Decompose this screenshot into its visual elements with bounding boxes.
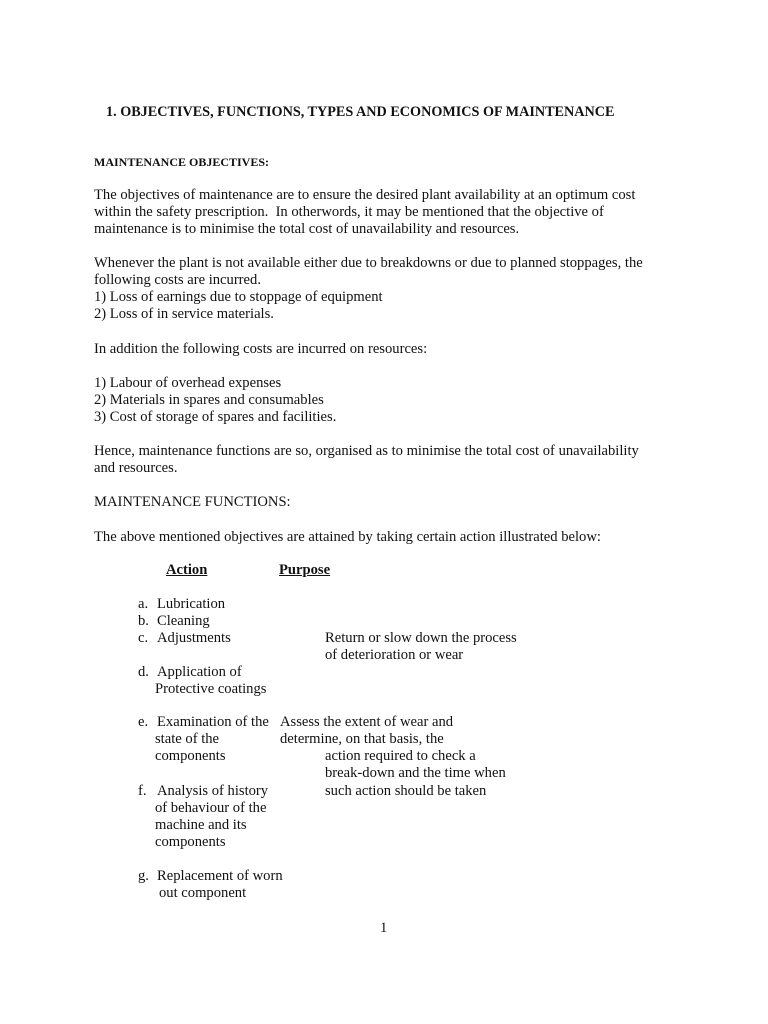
purpose-text: determine, on that basis, the: [280, 731, 444, 747]
list-item: 2) Materials in spares and consumables: [94, 392, 324, 408]
action-marker: g.: [138, 868, 149, 884]
purpose-text: of deterioration or wear: [325, 647, 464, 663]
action-text: Examination of the: [157, 714, 269, 730]
action-text: out component: [159, 885, 247, 901]
action-text: Application of: [157, 664, 242, 680]
action-text: components: [155, 834, 226, 850]
paragraph-line: Whenever the plant is not available either due to breakdowns or due to planned stoppages, the: [94, 255, 643, 271]
action-marker: c.: [138, 630, 149, 646]
purpose-text: Return or slow down the process: [325, 630, 517, 646]
purpose-text: such action should be taken: [325, 783, 487, 799]
action-marker: f.: [138, 783, 147, 799]
action-text: Cleaning: [157, 613, 210, 629]
list-item: 3) Cost of storage of spares and facilities.: [94, 409, 337, 425]
purpose-text: action required to check a: [325, 748, 476, 764]
paragraph-line: Hence, maintenance functions are so, organised as to minimise the total cost of unavailability: [94, 443, 639, 459]
action-marker: b.: [138, 613, 149, 629]
action-marker: e.: [138, 714, 149, 730]
page-number: 1: [380, 920, 388, 936]
paragraph-line: within the safety prescription. In otherwords, it may be mentioned that the objective of: [94, 204, 604, 220]
action-text: components: [155, 748, 226, 764]
paragraph-line: maintenance is to minimise the total cost of unavailability and resources.: [94, 221, 520, 237]
paragraph-line: The above mentioned objectives are attained by taking certain action illustrated below:: [94, 529, 601, 545]
section-heading-functions: MAINTENANCE FUNCTIONS:: [94, 494, 291, 510]
action-text: state of the: [155, 731, 220, 747]
column-header-purpose: Purpose: [279, 562, 331, 578]
action-marker: a.: [138, 596, 149, 612]
action-text: Adjustments: [157, 630, 231, 646]
action-text: Analysis of history: [157, 783, 269, 799]
action-marker: d.: [138, 664, 149, 680]
list-item: 2) Loss of in service materials.: [94, 306, 274, 322]
purpose-text: break-down and the time when: [325, 765, 506, 781]
document-title: 1. OBJECTIVES, FUNCTIONS, TYPES AND ECONOMICS OF MAINTENANCE: [106, 104, 615, 120]
action-text: of behaviour of the: [155, 800, 267, 816]
section-heading-objectives: MAINTENANCE OBJECTIVES:: [94, 155, 270, 169]
paragraph-line: and resources.: [94, 460, 178, 476]
paragraph-line: The objectives of maintenance are to ensure the desired plant availability at an optimum cost: [94, 187, 636, 203]
action-text: Lubrication: [157, 596, 226, 612]
paragraph-line: following costs are incurred.: [94, 272, 261, 288]
list-item: 1) Loss of earnings due to stoppage of equipment: [94, 289, 383, 305]
purpose-text: Assess the extent of wear and: [280, 714, 454, 730]
column-header-action: Action: [166, 562, 208, 578]
list-item: 1) Labour of overhead expenses: [94, 375, 282, 391]
action-text: machine and its: [155, 817, 247, 833]
action-text: Protective coatings: [155, 681, 267, 697]
action-text: Replacement of worn: [157, 868, 283, 884]
paragraph-line: In addition the following costs are incurred on resources:: [94, 341, 428, 357]
